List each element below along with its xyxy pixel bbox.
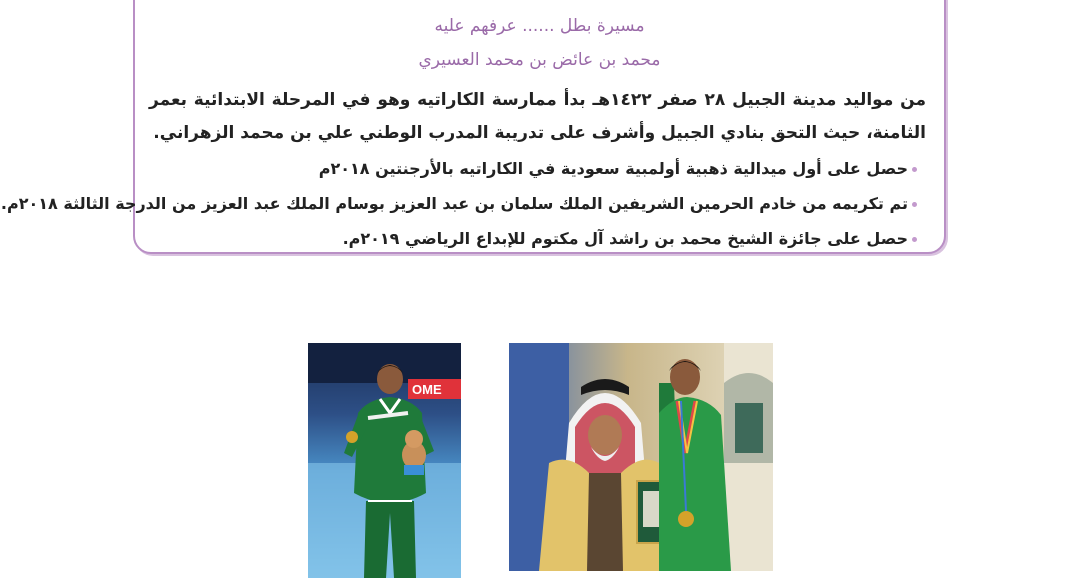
athlete-name: محمد بن عائض بن محمد العسيري <box>418 50 661 70</box>
achievements-list <box>0 151 908 256</box>
banner-text: OME <box>412 382 442 397</box>
achievement-text: تم تكريمه من خادم الحرمين الشريفين الملك سلمان بن عبد العزيز بوسام الملك عبد العزيز من الدرجة الثالثة ٢٠١٨م. <box>0 194 908 213</box>
list-item <box>0 186 908 221</box>
list-item <box>145 221 908 256</box>
list-item <box>145 151 908 186</box>
athlete-medal-photo <box>308 343 461 578</box>
card-title: مسيرة بطل ...... عرفهم عليه <box>434 16 645 36</box>
biography-paragraph: من مواليد مدينة الجبيل ٢٨ صفر ١٤٢٢هـ بدأ ممارسة الكاراتيه وهو في المرحلة الابتدائية بعمر الثامنة، حيث التحق بنادي الجبيل وأشرف على تدريبة المدرب الوطني علي بن محمد الزهراني. <box>149 90 926 143</box>
bullet-icon <box>912 237 917 242</box>
achievement-text: حصل على أول ميدالية ذهبية أولمبية سعودية في الكاراتيه بالأرجنتين ٢٠١٨م <box>318 159 908 178</box>
bullet-icon <box>912 167 917 172</box>
info-card <box>0 0 946 254</box>
bullet-icon <box>912 202 917 207</box>
award-ceremony-photo <box>509 343 773 571</box>
achievement-text: حصل على جائزة الشيخ محمد بن راشد آل مكتوم للإبداع الرياضي ٢٠١٩م. <box>342 229 908 248</box>
